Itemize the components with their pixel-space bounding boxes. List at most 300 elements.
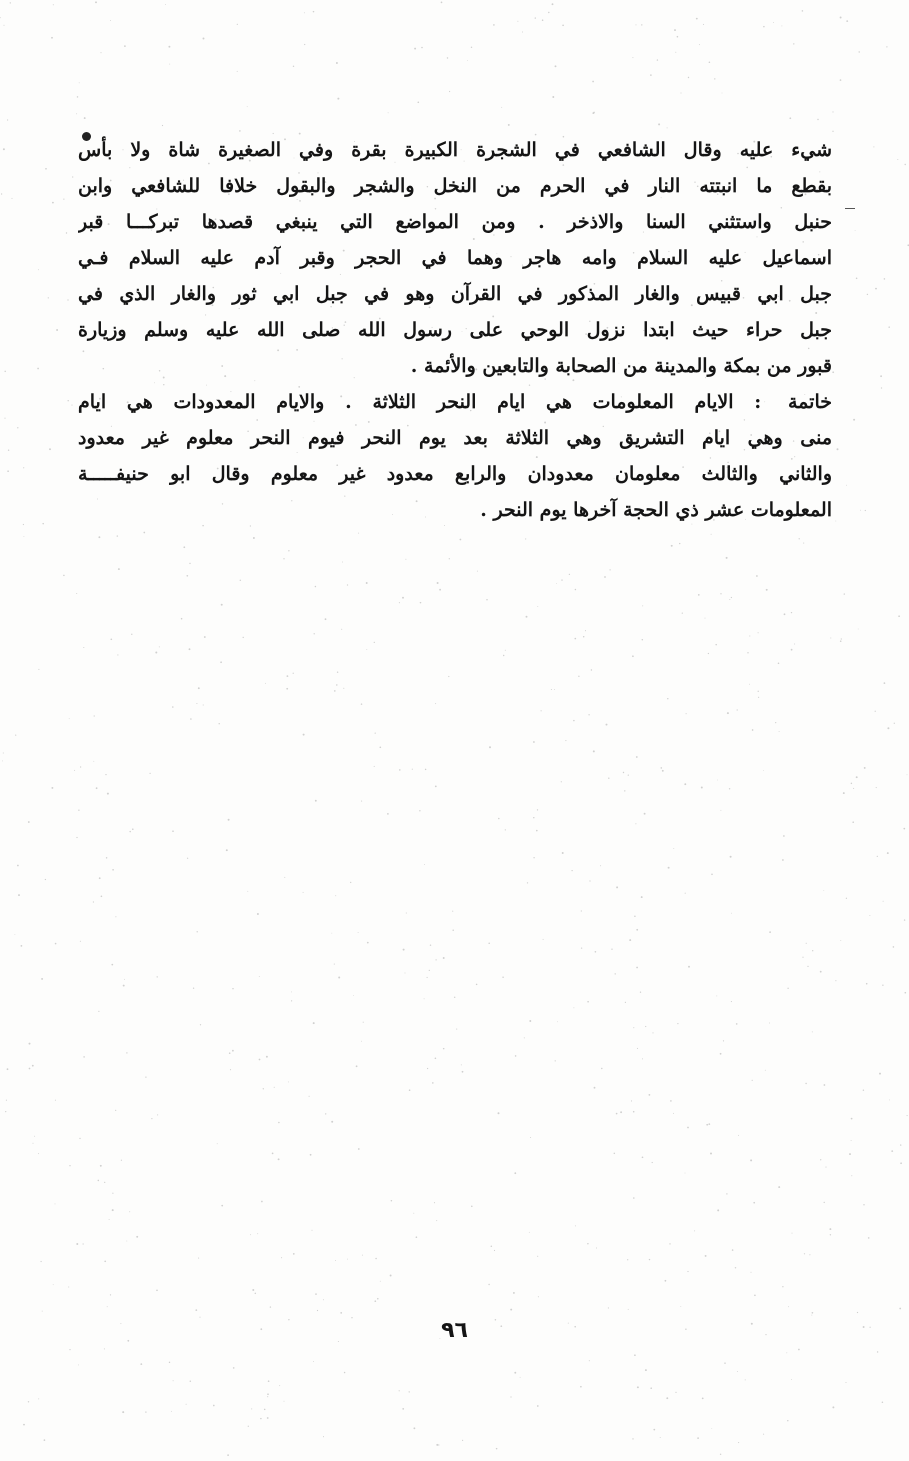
speckle [226,849,228,851]
speckle [897,159,898,160]
speckle [0,17,1,18]
speckle [340,1312,342,1314]
speckle [722,93,723,94]
speckle [573,1007,574,1008]
speckle [679,543,680,544]
speckle [859,51,860,52]
speckle [641,24,642,25]
speckle [557,1021,558,1022]
speckle [792,1233,793,1234]
speckle [844,593,845,594]
speckle [189,563,190,564]
speckle [645,1369,647,1371]
speckle [99,877,101,879]
speckle [323,1436,324,1437]
speckle [680,1306,681,1307]
speckle [589,880,590,881]
speckle [28,821,30,823]
speckle [581,910,582,911]
speckle [74,770,75,771]
speckle [3,752,4,753]
speckle [783,835,785,837]
speckle [448,676,449,677]
speckle [109,1219,110,1220]
speckle [111,964,113,966]
speckle [313,1022,315,1024]
speckle [636,967,638,969]
speckle [460,539,462,541]
speckle [752,729,754,731]
speckle [793,43,794,44]
speckle [705,1255,707,1257]
speckle [337,98,338,99]
speckle [537,809,538,810]
speckle [374,766,375,767]
speckle [361,703,363,705]
speckle [685,893,686,894]
speckle [253,537,255,539]
speckle [875,711,876,712]
speckle [791,1379,792,1380]
speckle [10,2,11,3]
speckle [720,1053,722,1055]
speckle [78,1364,79,1365]
speckle [334,690,336,692]
speckle [353,995,354,996]
speckle [677,36,679,38]
speckle [169,64,170,65]
speckle [732,1249,734,1251]
speckle [633,1027,634,1028]
conclusion-heading: خاتمة [788,391,832,413]
speckle [228,819,230,821]
speckle [331,1121,333,1123]
speckle [171,1411,172,1412]
speckle [366,582,368,584]
speckle [335,1260,336,1261]
speckle [508,124,510,126]
speckle [69,1349,70,1350]
speckle [416,1236,418,1238]
speckle [279,1385,280,1386]
speckle [325,1113,326,1114]
speckle [303,892,304,893]
speckle [825,1167,826,1168]
speckle [869,915,870,916]
speckle [502,977,503,978]
speckle [40,1261,41,1262]
speckle [63,199,64,200]
speckle [620,1111,622,1113]
speckle [293,66,294,67]
speckle [434,1202,435,1203]
speckle [496,1448,498,1450]
speckle [259,976,260,977]
speckle [217,1143,218,1144]
body-text [78,132,832,528]
speckle [614,1153,615,1154]
speckle [524,1037,525,1038]
speckle [494,1250,495,1251]
speckle [811,1315,812,1316]
speckle [632,57,633,58]
speckle [274,1087,275,1088]
speckle [267,1393,269,1395]
speckle [886,46,887,47]
speckle [537,606,538,607]
speckle [38,669,39,670]
speckle [437,582,439,584]
speckle [413,1213,414,1214]
speckle [347,1259,348,1260]
speckle [580,1386,582,1388]
speckle [604,576,606,578]
speckle [467,60,468,61]
speckle [334,964,335,965]
speckle [173,1380,174,1381]
speckle [730,856,732,858]
speckle [342,562,343,563]
speckle [634,915,636,917]
speckle [832,131,833,132]
speckle [856,776,858,778]
speckle [366,649,367,650]
speckle [266,1056,268,1058]
speckle [805,1083,806,1084]
speckle [219,723,220,724]
speckle [432,1082,434,1084]
speckle [505,829,506,830]
speckle [851,1175,852,1176]
speckle [769,1023,770,1024]
speckle [252,1289,254,1291]
speckle [112,1193,113,1194]
speckle [876,787,877,788]
speckle [115,1110,116,1111]
speckle [593,112,595,114]
speckle [606,724,608,726]
speckle [565,740,566,741]
speckle [38,269,39,270]
speckle [530,1137,531,1138]
speckle [427,977,428,978]
speckle [72,176,73,177]
speckle [412,769,413,770]
speckle [824,1084,826,1086]
speckle [420,602,422,604]
speckle [832,371,834,373]
speckle [186,575,188,577]
speckle [361,801,362,802]
speckle [284,877,285,878]
speckle [840,79,842,81]
speckle [409,1391,410,1392]
speckle [824,1202,825,1203]
speckle [181,618,183,620]
speckle [435,959,436,960]
speckle [261,1201,263,1203]
speckle [259,1059,261,1061]
speckle [735,1267,736,1268]
speckle [358,1148,360,1150]
speckle [699,44,700,45]
speckle [537,1405,539,1407]
speckle [642,1058,643,1059]
speckle [227,1454,229,1456]
speckle [548,12,549,13]
speckle [515,1055,517,1057]
speckle [747,652,748,653]
speckle [399,769,401,771]
speckle [14,934,15,935]
speckle [462,1071,464,1073]
speckle [291,991,292,992]
speckle [765,1070,766,1071]
speckle [391,1200,392,1201]
speckle [379,746,381,748]
speckle [425,769,427,771]
speckle [863,1204,864,1205]
speckle [840,640,842,642]
speckle [325,618,327,620]
speckle [729,788,730,789]
speckle [79,1138,80,1139]
speckle [900,1144,901,1145]
speckle [711,1428,712,1429]
speckle [846,898,847,899]
speckle [486,599,487,600]
speckle [34,1136,35,1137]
speckle [503,655,504,656]
speckle [864,767,866,769]
text-line: المعلومات عشر ذي الحجة آخرها يوم النحر . [480,499,832,521]
speckle [281,1257,282,1258]
speckle [786,1352,787,1353]
speckle [193,988,194,989]
speckle [865,510,866,511]
speckle [56,329,58,331]
text-line: شيء عليه وقال الشافعي في الشجرة الكبيرة بقرة وفي الصغيرة شاة ولا بأس [78,139,832,161]
speckle [260,1418,261,1419]
speckle [462,1440,463,1441]
speckle [237,24,238,25]
speckle [788,1306,789,1307]
speckle [529,1232,530,1233]
speckle [80,766,81,767]
speckle [806,943,807,944]
speckle [247,106,248,107]
speckle [200,1024,201,1025]
speckle [533,857,534,858]
speckle [510,1396,511,1397]
speckle [123,985,125,987]
speckle [632,1438,633,1439]
speckle [55,1203,56,1204]
speckle [541,710,542,711]
speckle [879,1073,881,1075]
margin-dash [845,208,855,209]
speckle [405,559,406,560]
speckle [96,787,98,789]
speckle [717,780,718,781]
speckle [136,1236,138,1238]
speckle [533,741,535,743]
speckle [287,675,289,677]
speckle [196,703,197,704]
speckle [536,830,538,832]
speckle [424,998,425,999]
speckle [76,593,77,594]
text-line: اسماعيل عليه السلام وامه هاجر وهما في الحجر وقبر آدم عليه السلام فـي [78,247,832,269]
speckle [303,734,305,736]
speckle [190,1380,191,1381]
speckle [168,46,170,48]
speckle [197,931,198,932]
speckle [601,1068,602,1069]
speckle [68,1286,69,1287]
speckle [535,17,536,18]
speckle [3,25,4,26]
speckle [711,874,713,876]
speckle [778,663,780,665]
speckle [71,405,72,406]
speckle [807,966,808,967]
speckle [852,821,854,823]
speckle [900,1162,902,1164]
speckle [220,661,222,663]
speckle [853,419,855,421]
speckle [616,1113,618,1115]
speckle [778,1186,780,1188]
speckle [100,52,101,53]
speckle [28,1401,29,1402]
speckle [374,1300,376,1302]
speckle [45,879,46,880]
speckle [447,57,448,58]
speckle [791,649,793,651]
speckle [233,1367,235,1369]
speckle [424,864,425,865]
speckle [293,673,294,674]
speckle [265,683,266,684]
speckle [877,1351,878,1352]
speckle [696,18,698,20]
speckle [183,546,185,548]
speckle [203,704,204,705]
speckle [347,584,348,585]
conclusion-first-line [78,384,832,420]
speckle [588,714,589,715]
speckle [151,1118,152,1119]
speckle [642,639,643,640]
speckle [551,689,552,690]
speckle [595,951,597,953]
speckle [195,1309,197,1311]
speckle [723,1040,724,1041]
speckle [375,733,376,734]
speckle [427,1068,428,1069]
speckle [846,485,847,486]
speckle [110,1294,111,1295]
speckle [640,992,641,993]
speckle [93,761,94,762]
speckle [44,1439,46,1441]
speckle [18,894,20,896]
speckle [763,26,765,28]
speckle [779,731,780,732]
speckle [115,916,116,917]
speckle [652,1162,653,1163]
speckle [98,1180,100,1182]
speckle [529,1020,531,1022]
speckle [247,891,248,892]
speckle [884,278,886,280]
speckle [720,810,721,811]
speckle [52,202,54,204]
speckle [3,148,5,150]
speckle [232,1050,234,1052]
speckle [257,913,259,915]
speckle [840,17,842,19]
speckle [172,706,174,708]
speckle [402,597,404,599]
speckle [787,1420,788,1421]
speckle [829,1228,831,1230]
speckle [157,1114,158,1115]
text-line: بقطع ما انبتته النار في الحرم من النخل والشجر والبقول خلافا للشافعي وابن [78,175,832,197]
speckle [552,3,554,5]
speckle [304,44,305,45]
speckle [53,1284,54,1285]
speckle [587,1001,589,1003]
speckle [727,712,729,714]
speckle [596,1247,597,1248]
speckle [843,792,845,794]
speckle [248,1426,249,1427]
speckle [867,294,868,295]
speckle [556,583,557,584]
speckle [888,326,890,328]
speckle [83,1056,85,1058]
speckle [304,12,305,13]
speckle [898,615,900,617]
speckle [341,629,342,630]
speckle [769,931,771,933]
speckle [758,691,759,692]
speckle [893,946,895,948]
speckle [363,1022,364,1023]
speckle [571,870,572,871]
speckle [471,1206,473,1208]
speckle [278,1122,280,1124]
speckle [390,1275,392,1277]
speckle [129,1211,130,1212]
speckle [162,125,163,126]
speckle [95,1,97,3]
text-line: والثاني والثالث معلومان معدودان والرابع معدود غير معلوم وقال ابو حنيفـــــة [78,463,832,485]
speckle [6,1100,7,1101]
speckle [633,1111,635,1113]
speckle [587,1243,588,1244]
speckle [449,91,450,92]
speckle [270,1306,271,1307]
speckle [7,1068,9,1070]
speckle [784,613,786,615]
speckle [229,1052,231,1054]
speckle [288,550,289,551]
speckle [122,1411,124,1413]
speckle [317,1310,318,1311]
